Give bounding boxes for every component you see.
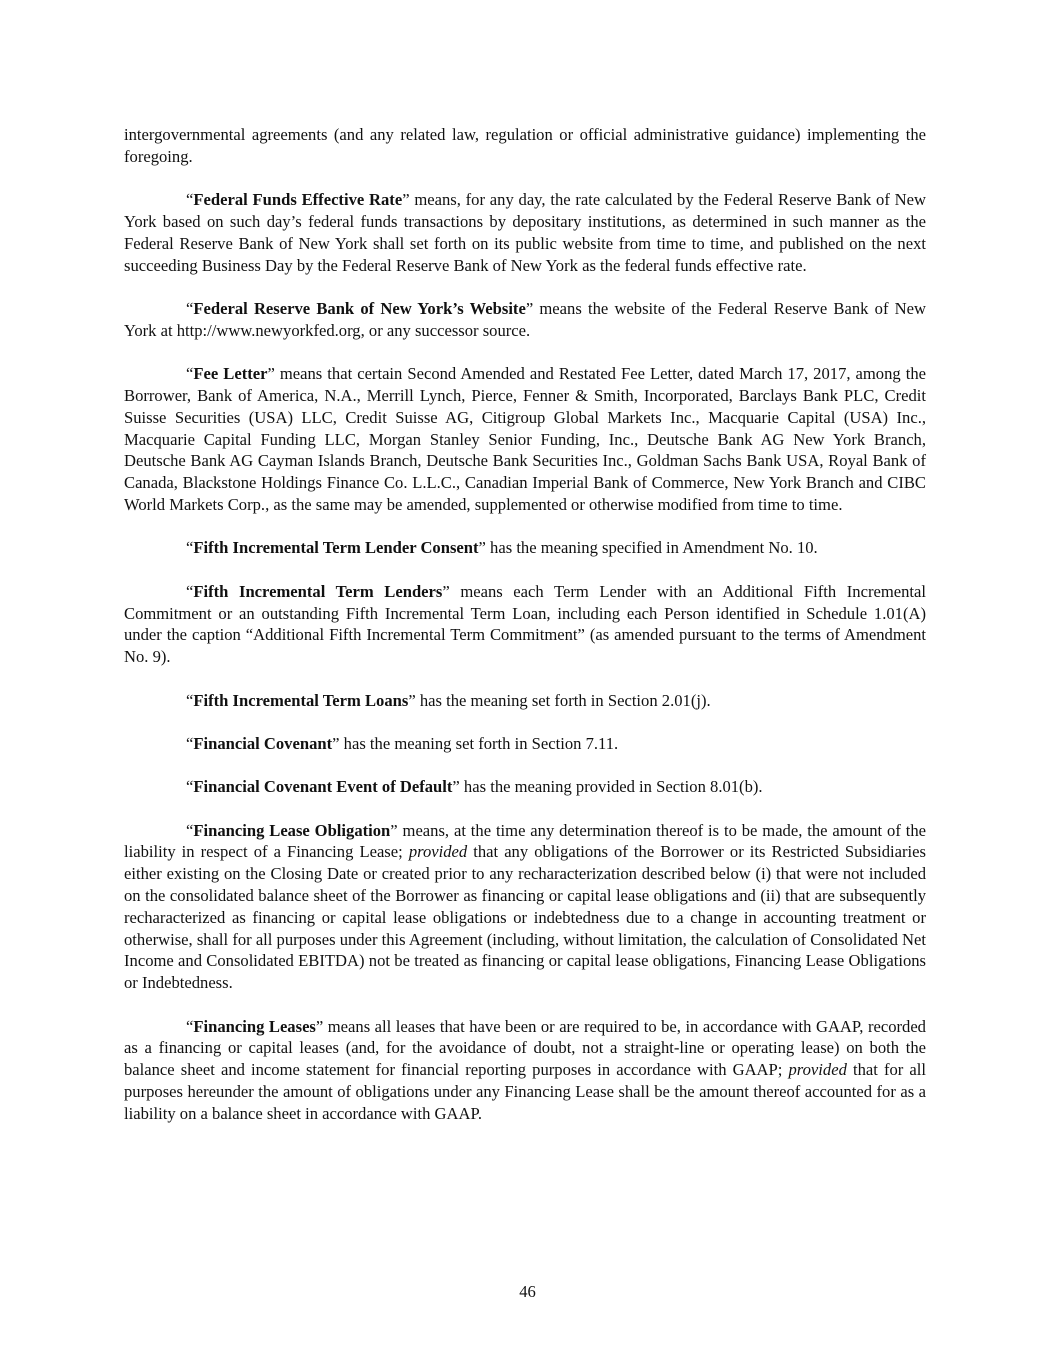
defined-term: Financial Covenant (193, 733, 333, 753)
definition-text: ” has the meaning set forth in Section 7.11. (332, 733, 619, 753)
intro-paragraph: intergovernmental agreements (and any related law, regulation or official administrative guidance) implementing the foregoing. (124, 125, 926, 166)
defined-term: Fifth Incremental Term Loans (193, 690, 409, 710)
open-quote: “ (186, 538, 194, 558)
definition-text: ” means, for any day, the rate calculated by the Federal Reserve Bank of New York based on such day’s federal funds transactions by depositary institutions, as determined in such manner as the Federal Reserve Bank of New York shall set forth on its public website from time to time, and published on the next succeeding Business Day by the Federal Reserve Bank of New York as the federal funds effective rate. (124, 190, 926, 275)
open-quote: “ (186, 190, 194, 210)
defined-term: Fee Letter (193, 364, 268, 384)
definition-text: ” has the meaning specified in Amendment No. 10. (478, 538, 818, 558)
definition-text: ” means the website of the Federal Reserve Bank of New York at http://www.newyorkfed.org, or any successor source. (124, 298, 926, 340)
definition-text: ” has the meaning set forth in Section 2.01(j). (408, 690, 711, 710)
emphasis-provided: provided (408, 842, 468, 862)
definition-financing-leases (124, 1016, 926, 1125)
definition-text: ” means all leases that have been or are required to be, in accordance with GAAP, recorded as a financing or capital leases (and, for the avoidance of doubt, not a straight-line or operating lease) on both the balance sheet and income statement for financial reporting purposes in accordance with GAAP; (124, 1016, 926, 1080)
defined-term: Fifth Incremental Term Lender Consent (193, 538, 479, 558)
open-quote: “ (186, 298, 194, 318)
definition-financial-covenant (124, 733, 926, 755)
defined-term: Federal Funds Effective Rate (193, 190, 403, 210)
definition-financial-covenant-event-of-default (124, 776, 926, 798)
definition-federal-funds-effective-rate (124, 189, 926, 276)
definition-text: that for all purposes hereunder the amount of obligations under any Financing Lease shall be the amount thereof accounted for as a liability on a balance sheet in accordance with GAAP. (124, 1060, 926, 1123)
open-quote: “ (186, 1016, 194, 1036)
definition-fee-letter (124, 363, 926, 516)
defined-term: Federal Reserve Bank of New York’s Website (193, 298, 526, 318)
page-number: 46 (519, 1282, 536, 1301)
open-quote: “ (186, 820, 194, 840)
definition-text: ” means, at the time any determination thereof is to be made, the amount of the liability in respect of a Financing Lease; (124, 820, 926, 862)
definition-federal-reserve-bank-website (124, 298, 926, 342)
defined-term: Financing Lease Obligation (193, 820, 391, 840)
definition-fifth-incremental-term-lenders (124, 581, 926, 668)
open-quote: “ (186, 777, 194, 797)
defined-term: Financial Covenant Event of Default (193, 777, 453, 797)
definition-text: that any obligations of the Borrower or its Restricted Subsidiaries either existing on the Closing Date or created prior to any recharacterization described below (i) that were not included on the consolidated balance sheet of the Borrower as financing or capital lease obligations and (ii) that are subsequently recharacterized as financing or capital lease obligations or indebtedness due to a change in accounting treatment or otherwise, shall for all purposes under this Agreement (including, without limitation, the calculation of Consolidated Net Income and Consolidated EBITDA) not be treated as financing or capital lease obligations, Financing Lease Obligations or Indebtedness. (124, 842, 926, 993)
definition-text: ” means each Term Lender with an Additional Fifth Incremental Commitment or an outstanding Fifth Incremental Term Loan, including each Person identified in Schedule 1.01(A) under the caption “Additional Fifth Incremental Term Commitment” (as amended pursuant to the terms of Amendment No. 9). (124, 581, 926, 667)
open-quote: “ (186, 364, 194, 384)
definition-text: ” means that certain Second Amended and Restated Fee Letter, dated March 17, 2017, among the Borrower, Bank of America, N.A., Merrill Lynch, Pierce, Fenner & Smith, Incorporated, Barclays Bank PLC, Credit Suisse Securities (USA) LLC, Credit Suisse AG, Citigroup Global Markets Inc., Macquarie Capital (USA) Inc., Macquarie Capital Funding LLC, Morgan Stanley Senior Funding, Inc., Deutsche Bank AG New York Branch, Deutsche Bank AG Cayman Islands Branch, Deutsche Bank Securities Inc., Goldman Sachs Bank USA, Royal Bank of Canada, Blackstone Holdings Finance Co. L.L.C., Canadian Imperial Bank of Commerce, New York Branch and CIBC World Markets Corp., as the same may be amended, supplemented or otherwise modified from time to time. (124, 364, 926, 514)
definition-financing-lease-obligation (124, 820, 926, 994)
document-page (124, 124, 926, 1146)
definition-text: ” has the meaning provided in Section 8.01(b). (452, 777, 763, 797)
open-quote: “ (186, 690, 194, 710)
definition-fifth-incremental-term-loans (124, 690, 926, 712)
emphasis-provided: provided (788, 1060, 847, 1080)
open-quote: “ (186, 733, 194, 753)
definition-fifth-incremental-term-lender-consent (124, 537, 926, 559)
open-quote: “ (186, 581, 194, 601)
defined-term: Financing Leases (193, 1016, 316, 1036)
defined-term: Fifth Incremental Term Lenders (193, 581, 443, 601)
